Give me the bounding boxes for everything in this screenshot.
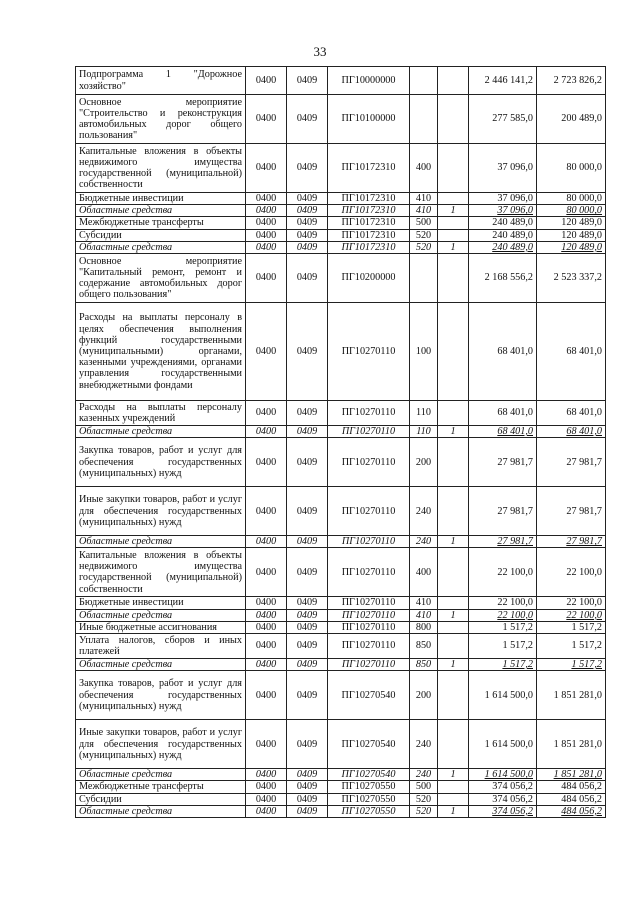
amount-year-2: 120 489,0	[537, 217, 606, 229]
page-number: 33	[313, 44, 327, 59]
expense-type-code	[410, 254, 438, 303]
table-row	[76, 781, 606, 793]
row-name: Бюджетные инвестиции	[76, 597, 246, 609]
row-name: Субсидии	[76, 793, 246, 805]
funding-source-code: 1	[438, 769, 469, 781]
amount-year-1: 240 489,0	[469, 229, 537, 241]
row-name: Иные закупки товаров, работ и услуг для обеспечения государственных (муниципальных) нужд	[76, 720, 246, 769]
target-article-code: ПГ10270110	[328, 401, 410, 426]
subsection-code: 0409	[287, 536, 328, 548]
amount-year-1: 374 056,2	[469, 781, 537, 793]
section-code: 0400	[246, 536, 287, 548]
table-row	[76, 217, 606, 229]
table-row	[76, 95, 606, 144]
funding-source-code	[438, 217, 469, 229]
section-code: 0400	[246, 229, 287, 241]
subsection-code: 0409	[287, 67, 328, 95]
amount-year-2: 22 100,0	[537, 597, 606, 609]
target-article-code: ПГ10270110	[328, 536, 410, 548]
amount-year-2: 484 056,2	[537, 805, 606, 817]
amount-year-1: 1 614 500,0	[469, 720, 537, 769]
amount-year-2: 80 000,0	[537, 144, 606, 193]
section-code: 0400	[246, 781, 287, 793]
expense-type-code: 520	[410, 793, 438, 805]
amount-year-2: 1 517,2	[537, 659, 606, 671]
target-article-code: ПГ10172310	[328, 241, 410, 253]
section-code: 0400	[246, 769, 287, 781]
expense-type-code: 800	[410, 621, 438, 633]
funding-source-code: 1	[438, 426, 469, 438]
funding-source-code	[438, 67, 469, 95]
table-row	[76, 229, 606, 241]
target-article-code: ПГ10172310	[328, 205, 410, 217]
section-code: 0400	[246, 634, 287, 659]
amount-year-1: 1 517,2	[469, 634, 537, 659]
amount-year-2: 22 100,0	[537, 548, 606, 597]
amount-year-2: 1 851 281,0	[537, 671, 606, 720]
row-name: Основное мероприятие "Капитальный ремонт, ремонт и содержание автомобильных дорог общего пользования"	[76, 254, 246, 303]
subsection-code: 0409	[287, 659, 328, 671]
subsection-code: 0409	[287, 769, 328, 781]
amount-year-1: 22 100,0	[469, 609, 537, 621]
expense-type-code: 410	[410, 193, 438, 205]
section-code: 0400	[246, 548, 287, 597]
expense-type-code: 240	[410, 487, 438, 536]
target-article-code: ПГ10270110	[328, 426, 410, 438]
amount-year-2: 2 523 337,2	[537, 254, 606, 303]
funding-source-code	[438, 671, 469, 720]
subsection-code: 0409	[287, 241, 328, 253]
section-code: 0400	[246, 671, 287, 720]
amount-year-2: 120 489,0	[537, 241, 606, 253]
amount-year-1: 1 517,2	[469, 621, 537, 633]
subsection-code: 0409	[287, 720, 328, 769]
funding-source-code	[438, 193, 469, 205]
amount-year-1: 68 401,0	[469, 401, 537, 426]
row-name: Иные бюджетные ассигнования	[76, 621, 246, 633]
section-code: 0400	[246, 67, 287, 95]
funding-source-code	[438, 781, 469, 793]
amount-year-1: 68 401,0	[469, 303, 537, 401]
subsection-code: 0409	[287, 205, 328, 217]
funding-source-code: 1	[438, 205, 469, 217]
subsection-code: 0409	[287, 438, 328, 487]
subsection-code: 0409	[287, 193, 328, 205]
section-code: 0400	[246, 659, 287, 671]
funding-source-code	[438, 254, 469, 303]
expense-type-code: 410	[410, 609, 438, 621]
expense-type-code: 200	[410, 438, 438, 487]
funding-source-code	[438, 621, 469, 633]
section-code: 0400	[246, 487, 287, 536]
amount-year-2: 22 100,0	[537, 609, 606, 621]
funding-source-code	[438, 634, 469, 659]
expense-type-code: 100	[410, 303, 438, 401]
table-row	[76, 597, 606, 609]
expense-type-code: 500	[410, 217, 438, 229]
amount-year-1: 374 056,2	[469, 805, 537, 817]
subsection-code: 0409	[287, 95, 328, 144]
amount-year-2: 68 401,0	[537, 303, 606, 401]
section-code: 0400	[246, 193, 287, 205]
table-row	[76, 241, 606, 253]
table-row	[76, 426, 606, 438]
amount-year-2: 68 401,0	[537, 401, 606, 426]
target-article-code: ПГ10100000	[328, 95, 410, 144]
subsection-code: 0409	[287, 621, 328, 633]
subsection-code: 0409	[287, 597, 328, 609]
table-row	[76, 659, 606, 671]
table-row	[76, 548, 606, 597]
expense-type-code: 850	[410, 659, 438, 671]
row-name: Основное мероприятие "Строительство и реконструкция автомобильных дорог общего пользования"	[76, 95, 246, 144]
section-code: 0400	[246, 303, 287, 401]
amount-year-1: 1 614 500,0	[469, 769, 537, 781]
subsection-code: 0409	[287, 805, 328, 817]
target-article-code: ПГ10172310	[328, 144, 410, 193]
subsection-code: 0409	[287, 781, 328, 793]
row-name: Областные средства	[76, 241, 246, 253]
section-code: 0400	[246, 720, 287, 769]
subsection-code: 0409	[287, 793, 328, 805]
expense-type-code: 240	[410, 536, 438, 548]
target-article-code: ПГ10270540	[328, 769, 410, 781]
row-name: Областные средства	[76, 805, 246, 817]
amount-year-2: 27 981,7	[537, 536, 606, 548]
target-article-code: ПГ10000000	[328, 67, 410, 95]
expense-type-code: 520	[410, 241, 438, 253]
target-article-code: ПГ10270550	[328, 793, 410, 805]
table-row	[76, 720, 606, 769]
amount-year-1: 27 981,7	[469, 438, 537, 487]
amount-year-1: 27 981,7	[469, 536, 537, 548]
subsection-code: 0409	[287, 303, 328, 401]
row-name: Межбюджетные трансферты	[76, 217, 246, 229]
amount-year-1: 68 401,0	[469, 426, 537, 438]
funding-source-code	[438, 401, 469, 426]
subsection-code: 0409	[287, 609, 328, 621]
row-name: Областные средства	[76, 609, 246, 621]
subsection-code: 0409	[287, 401, 328, 426]
funding-source-code	[438, 487, 469, 536]
funding-source-code: 1	[438, 659, 469, 671]
subsection-code: 0409	[287, 254, 328, 303]
row-name: Областные средства	[76, 769, 246, 781]
target-article-code: ПГ10270550	[328, 805, 410, 817]
expense-type-code: 240	[410, 769, 438, 781]
target-article-code: ПГ10200000	[328, 254, 410, 303]
table-row	[76, 536, 606, 548]
amount-year-2: 80 000,0	[537, 193, 606, 205]
funding-source-code	[438, 793, 469, 805]
amount-year-2: 80 000,0	[537, 205, 606, 217]
expense-type-code: 400	[410, 144, 438, 193]
expense-type-code: 400	[410, 548, 438, 597]
amount-year-2: 1 851 281,0	[537, 769, 606, 781]
amount-year-2: 120 489,0	[537, 229, 606, 241]
section-code: 0400	[246, 426, 287, 438]
row-name: Расходы на выплаты персоналу казенных учреждений	[76, 401, 246, 426]
expense-type-code: 520	[410, 805, 438, 817]
expense-type-code: 500	[410, 781, 438, 793]
table-row	[76, 67, 606, 95]
expense-type-code	[410, 67, 438, 95]
target-article-code: ПГ10270110	[328, 609, 410, 621]
target-article-code: ПГ10270110	[328, 621, 410, 633]
section-code: 0400	[246, 144, 287, 193]
amount-year-2: 27 981,7	[537, 438, 606, 487]
funding-source-code: 1	[438, 609, 469, 621]
subsection-code: 0409	[287, 671, 328, 720]
row-name: Капитальные вложения в объекты недвижимого имущества государственной (муниципальной) собственности	[76, 548, 246, 597]
table-row	[76, 769, 606, 781]
section-code: 0400	[246, 805, 287, 817]
amount-year-2: 68 401,0	[537, 426, 606, 438]
table-body	[76, 67, 606, 818]
subsection-code: 0409	[287, 487, 328, 536]
row-name: Иные закупки товаров, работ и услуг для обеспечения государственных (муниципальных) нужд	[76, 487, 246, 536]
row-name: Областные средства	[76, 536, 246, 548]
funding-source-code	[438, 597, 469, 609]
target-article-code: ПГ10270540	[328, 671, 410, 720]
expense-type-code: 850	[410, 634, 438, 659]
funding-source-code: 1	[438, 536, 469, 548]
expense-type-code: 410	[410, 597, 438, 609]
subsection-code: 0409	[287, 548, 328, 597]
row-name: Уплата налогов, сборов и иных платежей	[76, 634, 246, 659]
table-row	[76, 671, 606, 720]
funding-source-code: 1	[438, 241, 469, 253]
amount-year-1: 240 489,0	[469, 241, 537, 253]
funding-source-code	[438, 548, 469, 597]
amount-year-2: 1 517,2	[537, 621, 606, 633]
row-name: Областные средства	[76, 426, 246, 438]
row-name: Областные средства	[76, 205, 246, 217]
section-code: 0400	[246, 217, 287, 229]
expense-type-code: 410	[410, 205, 438, 217]
target-article-code: ПГ10270110	[328, 303, 410, 401]
target-article-code: ПГ10270110	[328, 634, 410, 659]
amount-year-2: 1 851 281,0	[537, 720, 606, 769]
funding-source-code: 1	[438, 805, 469, 817]
row-name: Закупка товаров, работ и услуг для обеспечения государственных (муниципальных) нужд	[76, 438, 246, 487]
expense-type-code	[410, 95, 438, 144]
amount-year-2: 200 489,0	[537, 95, 606, 144]
section-code: 0400	[246, 254, 287, 303]
row-name: Расходы на выплаты персоналу в целях обеспечения выполнения функций государственными (муниципальными) органами, казенными учреждениями, органами управления государственными внебюджетными фондами	[76, 303, 246, 401]
row-name: Межбюджетные трансферты	[76, 781, 246, 793]
amount-year-1: 37 096,0	[469, 205, 537, 217]
subsection-code: 0409	[287, 217, 328, 229]
table-row	[76, 254, 606, 303]
row-name: Подпрограмма 1 "Дорожное хозяйство"	[76, 67, 246, 95]
target-article-code: ПГ10270110	[328, 659, 410, 671]
amount-year-2: 484 056,2	[537, 781, 606, 793]
amount-year-1: 1 614 500,0	[469, 671, 537, 720]
amount-year-1: 22 100,0	[469, 548, 537, 597]
table-row	[76, 487, 606, 536]
amount-year-2: 2 723 826,2	[537, 67, 606, 95]
section-code: 0400	[246, 438, 287, 487]
amount-year-1: 37 096,0	[469, 193, 537, 205]
amount-year-1: 374 056,2	[469, 793, 537, 805]
funding-source-code	[438, 438, 469, 487]
expense-type-code: 240	[410, 720, 438, 769]
expense-type-code: 110	[410, 401, 438, 426]
target-article-code: ПГ10270540	[328, 720, 410, 769]
row-name: Бюджетные инвестиции	[76, 193, 246, 205]
amount-year-1: 240 489,0	[469, 217, 537, 229]
table-row	[76, 205, 606, 217]
amount-year-1: 2 446 141,2	[469, 67, 537, 95]
funding-source-code	[438, 95, 469, 144]
row-name: Капитальные вложения в объекты недвижимого имущества государственной (муниципальной) собственности	[76, 144, 246, 193]
row-name: Областные средства	[76, 659, 246, 671]
budget-table	[75, 66, 606, 818]
table-row	[76, 193, 606, 205]
target-article-code: ПГ10172310	[328, 193, 410, 205]
amount-year-2: 1 517,2	[537, 634, 606, 659]
amount-year-2: 27 981,7	[537, 487, 606, 536]
amount-year-1: 277 585,0	[469, 95, 537, 144]
funding-source-code	[438, 303, 469, 401]
target-article-code: ПГ10270110	[328, 548, 410, 597]
amount-year-1: 2 168 556,2	[469, 254, 537, 303]
section-code: 0400	[246, 205, 287, 217]
funding-source-code	[438, 229, 469, 241]
expense-type-code: 110	[410, 426, 438, 438]
table-row	[76, 303, 606, 401]
table-row	[76, 609, 606, 621]
subsection-code: 0409	[287, 426, 328, 438]
subsection-code: 0409	[287, 229, 328, 241]
table-row	[76, 793, 606, 805]
section-code: 0400	[246, 793, 287, 805]
target-article-code: ПГ10270110	[328, 597, 410, 609]
target-article-code: ПГ10270110	[328, 438, 410, 487]
target-article-code: ПГ10270110	[328, 487, 410, 536]
subsection-code: 0409	[287, 634, 328, 659]
target-article-code: ПГ10270550	[328, 781, 410, 793]
funding-source-code	[438, 720, 469, 769]
subsection-code: 0409	[287, 144, 328, 193]
table-row	[76, 634, 606, 659]
section-code: 0400	[246, 401, 287, 426]
row-name: Закупка товаров, работ и услуг для обеспечения государственных (муниципальных) нужд	[76, 671, 246, 720]
section-code: 0400	[246, 95, 287, 144]
amount-year-1: 37 096,0	[469, 144, 537, 193]
target-article-code: ПГ10172310	[328, 217, 410, 229]
amount-year-2: 484 056,2	[537, 793, 606, 805]
table-row	[76, 144, 606, 193]
section-code: 0400	[246, 621, 287, 633]
amount-year-1: 22 100,0	[469, 597, 537, 609]
amount-year-1: 1 517,2	[469, 659, 537, 671]
section-code: 0400	[246, 241, 287, 253]
table-row	[76, 438, 606, 487]
row-name: Субсидии	[76, 229, 246, 241]
table-row	[76, 805, 606, 817]
target-article-code: ПГ10172310	[328, 229, 410, 241]
table-row	[76, 621, 606, 633]
amount-year-1: 27 981,7	[469, 487, 537, 536]
section-code: 0400	[246, 597, 287, 609]
expense-type-code: 200	[410, 671, 438, 720]
table-row	[76, 401, 606, 426]
expense-type-code: 520	[410, 229, 438, 241]
section-code: 0400	[246, 609, 287, 621]
funding-source-code	[438, 144, 469, 193]
